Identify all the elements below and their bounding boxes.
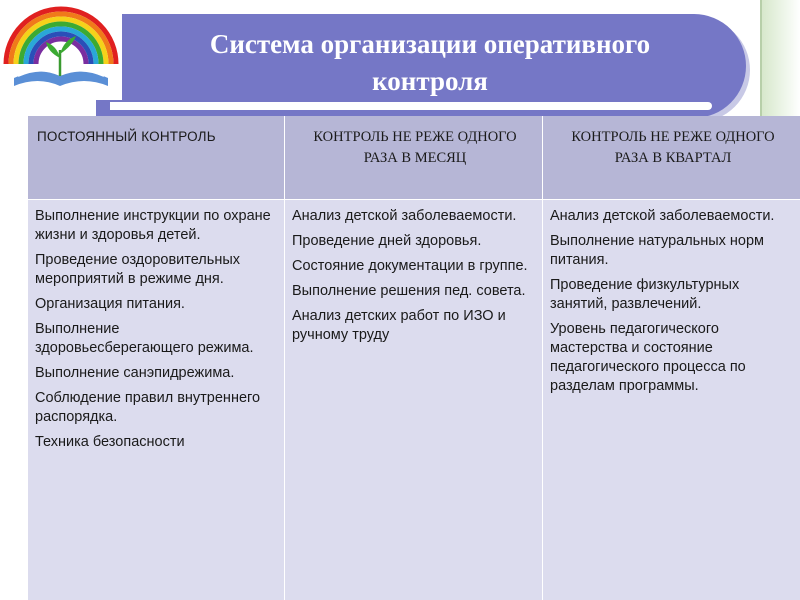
header-quarterly: КОНТРОЛЬ НЕ РЕЖЕ ОДНОГО РАЗА В КВАРТАЛ bbox=[571, 129, 775, 166]
column-divider bbox=[284, 116, 285, 600]
control-table bbox=[28, 116, 800, 600]
list-item: Анализ детских работ по ИЗО и ручному труду bbox=[292, 308, 506, 343]
list-item: Выполнение здоровьесберегающего режима. bbox=[35, 321, 254, 356]
list-item: Выполнение решения пед. совета. bbox=[292, 283, 526, 299]
title-band-underline bbox=[110, 102, 712, 110]
list-item: Проведение дней здоровья. bbox=[292, 233, 482, 249]
header-monthly: КОНТРОЛЬ НЕ РЕЖЕ ОДНОГО РАЗА В МЕСЯЦ bbox=[313, 129, 517, 166]
header-cell-2 bbox=[285, 116, 542, 199]
list-item: Проведение оздоровительных мероприятий в режиме дня. bbox=[35, 252, 241, 287]
list-item: Выполнение санэпидрежима. bbox=[35, 365, 235, 381]
column-divider bbox=[542, 116, 543, 600]
permanent-control-list bbox=[35, 207, 275, 458]
list-item: Уровень педагогического мастерства и состояние педагогического процесса по разделам программы. bbox=[550, 321, 746, 394]
list-item: Анализ детской заболеваемости. bbox=[550, 208, 775, 224]
monthly-control-list bbox=[292, 207, 532, 351]
list-item: Техника безопасности bbox=[35, 434, 185, 450]
list-item: Соблюдение правил внутреннего распорядка. bbox=[35, 390, 261, 425]
header-divider bbox=[28, 199, 800, 200]
quarterly-control-list bbox=[550, 207, 794, 402]
header-cell-1 bbox=[28, 116, 284, 199]
list-item: Проведение физкультурных занятий, развлечений. bbox=[550, 277, 740, 312]
slide-title: Система организации оперативного контроля bbox=[209, 29, 651, 96]
list-item: Выполнение инструкции по охране жизни и здоровья детей. bbox=[35, 208, 271, 243]
list-item: Анализ детской заболеваемости. bbox=[292, 208, 517, 224]
header-cell-3 bbox=[543, 116, 800, 199]
header-permanent: ПОСТОЯННЫЙ КОНТРОЛЬ bbox=[37, 129, 216, 144]
list-item: Организация питания. bbox=[35, 296, 185, 312]
list-item: Состояние документации в группе. bbox=[292, 258, 528, 274]
rainbow-book-sprout-logo-icon bbox=[0, 0, 122, 100]
list-item: Выполнение натуральных норм питания. bbox=[550, 233, 765, 268]
